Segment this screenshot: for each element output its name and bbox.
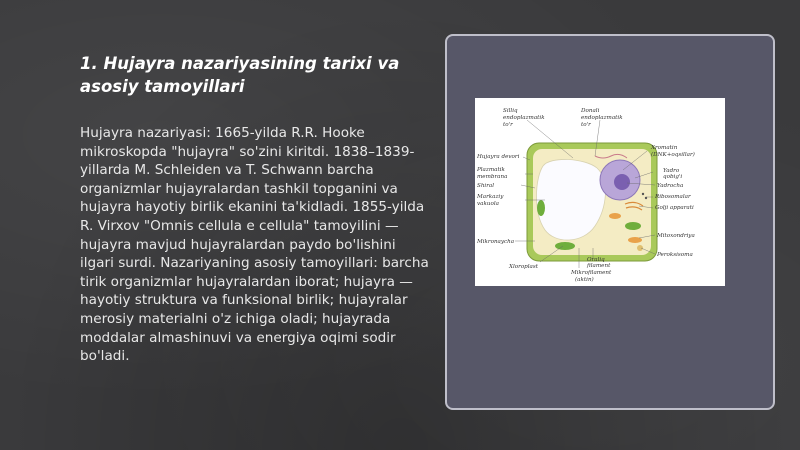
svg-text:Hujayra devori: Hujayra devori xyxy=(477,154,520,160)
svg-text:Mitoxondriya: Mitoxondriya xyxy=(657,233,695,239)
plant-cell-diagram xyxy=(475,98,725,286)
svg-text:Shiral: Shiral xyxy=(477,183,495,189)
svg-text:Plazmatik: Plazmatik xyxy=(477,167,505,173)
svg-text:Yadrocha: Yadrocha xyxy=(657,183,684,189)
svg-text:(aktin): (aktin) xyxy=(575,277,594,283)
svg-text:to'r: to'r xyxy=(581,122,591,128)
slide-title: 1. Hujayra nazariyasining tarixi va asosiy tamoyillari xyxy=(80,54,400,96)
svg-text:filament: filament xyxy=(587,263,611,269)
svg-text:Mikronaycha: Mikronaycha xyxy=(477,239,515,245)
svg-text:vakuola: vakuola xyxy=(477,201,499,207)
chloroplast xyxy=(537,200,545,216)
svg-text:Mikrofilament: Mikrofilament xyxy=(571,270,612,276)
svg-text:membrana: membrana xyxy=(477,174,508,180)
svg-text:to'r: to'r xyxy=(503,122,513,128)
nucleolus xyxy=(614,174,630,190)
svg-text:endoplazmatik: endoplazmatik xyxy=(503,115,545,121)
svg-text:Oraliq: Oraliq xyxy=(587,257,605,263)
chloroplast xyxy=(625,222,641,230)
svg-text:Xloroplast: Xloroplast xyxy=(509,264,539,270)
svg-text:Peroksisoma: Peroksisoma xyxy=(657,252,693,258)
svg-text:(DNK+oqsillar): (DNK+oqsillar) xyxy=(651,152,695,158)
svg-text:qobig'i: qobig'i xyxy=(663,174,683,180)
chloroplast xyxy=(555,242,575,250)
svg-text:Xromatin: Xromatin xyxy=(651,145,678,151)
svg-text:Ribosomalar: Ribosomalar xyxy=(655,194,691,200)
svg-text:Silliq: Silliq xyxy=(503,108,518,114)
svg-text:Donali: Donali xyxy=(581,108,600,114)
mitochondrion xyxy=(609,213,621,219)
slide-body-text: Hujayra nazariyasi: 1665-yilda R.R. Hooke mikroskopda "hujayra" so'zini kiritdi. 1838–1839-yillarda M. Schleiden va T. Schwann barcha organizmlar hujayralardan tashkil topganini va hujayra hayotiy birlik ekanini ta'kidladi. 1855-yilda R. Virxov "Omnis cellula e cellula" tamoyilini — hujayra mavjud hujayralardan paydo bo'lishini ilgari surdi. Nazariyaning asosiy tamoyillari: barcha tirik organizmlar hujayralardan iborat; hujayra — hayotiy struktura va funksional birlik; hujayralar merosiy materialni o'z ichiga oladi; hujayrada moddalar almashinuvi va energiya oqimi sodir bo'ladi. xyxy=(80,125,429,365)
svg-text:Golji apparati: Golji apparati xyxy=(655,205,694,211)
svg-text:endoplazmatik: endoplazmatik xyxy=(581,115,623,121)
svg-text:Markaziy: Markaziy xyxy=(477,194,504,200)
svg-text:Yadro: Yadro xyxy=(663,168,680,174)
